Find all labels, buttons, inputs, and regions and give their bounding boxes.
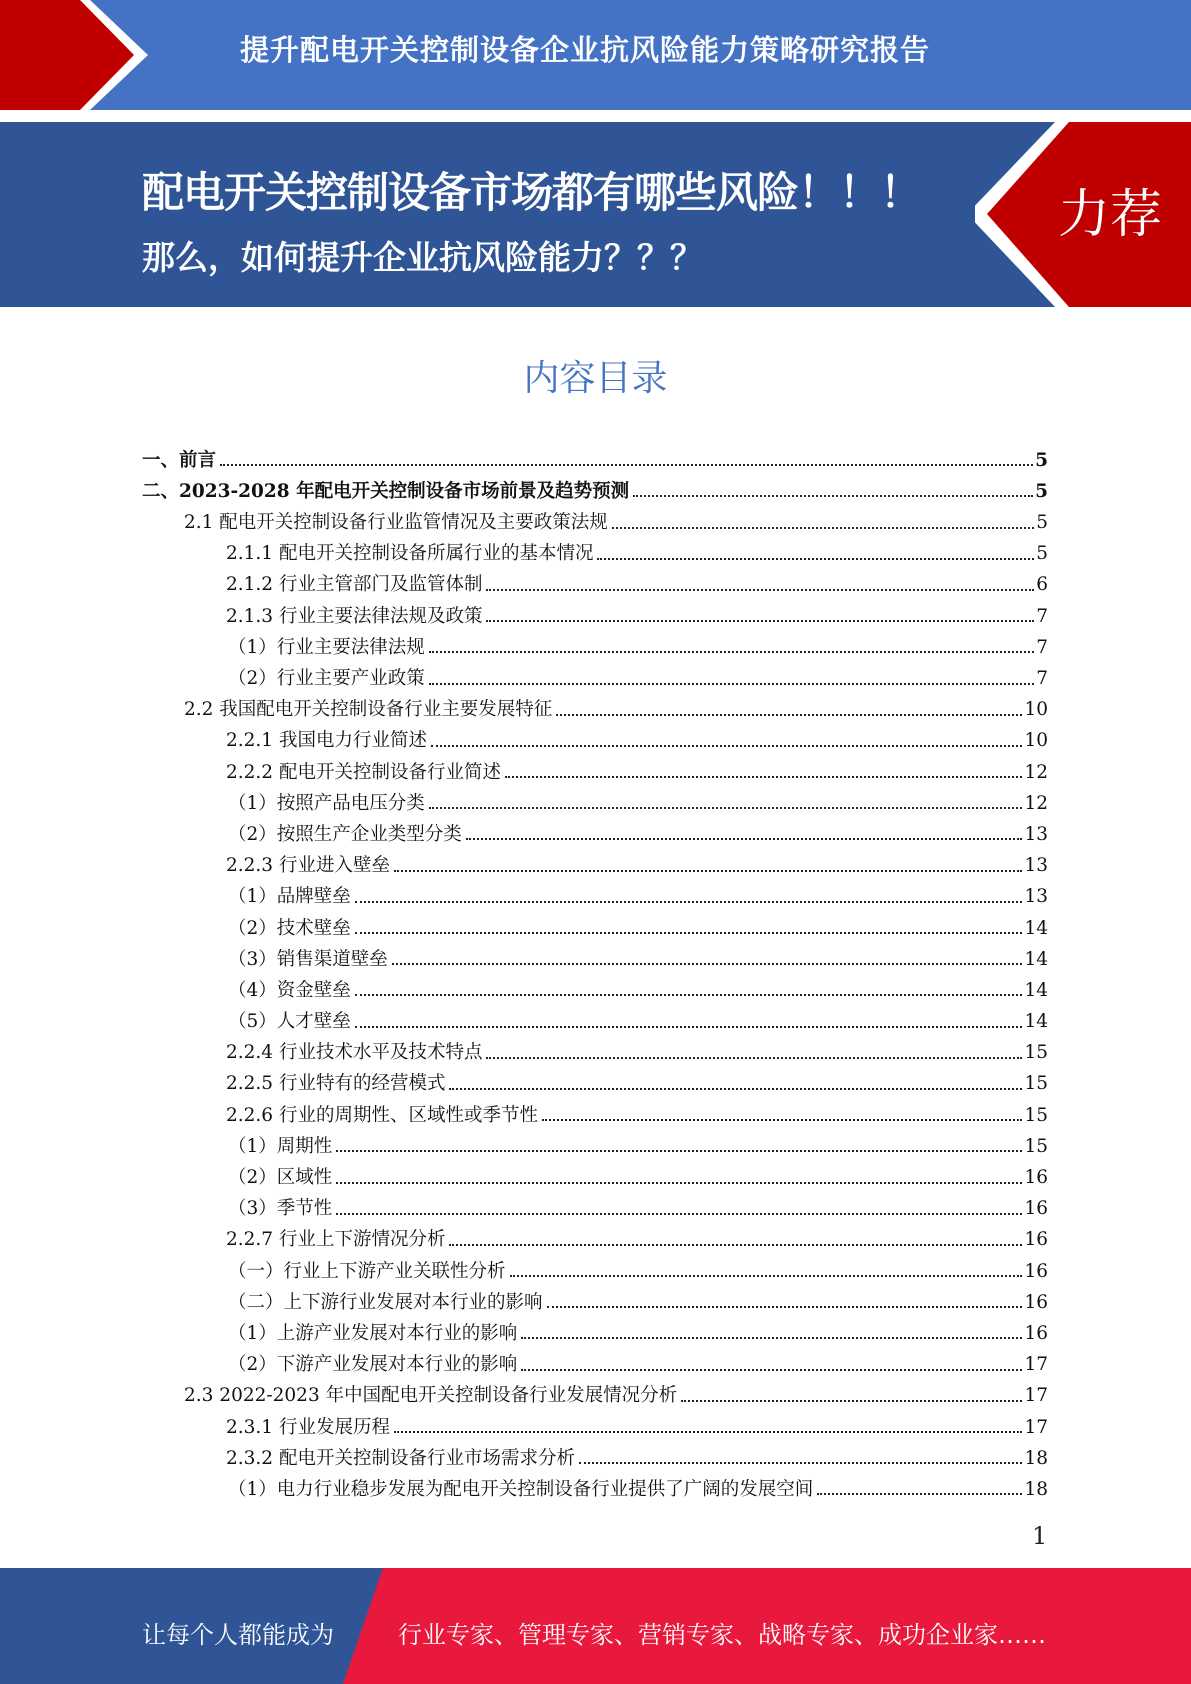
toc-entry-page: 14 xyxy=(1024,1011,1048,1033)
toc-entry-page: 12 xyxy=(1024,792,1048,814)
toc-entry-page: 12 xyxy=(1024,761,1048,783)
toc-entry[interactable] xyxy=(142,1437,1048,1468)
toc-entry-page: 5 xyxy=(1036,512,1048,534)
hero-banner xyxy=(0,122,1191,307)
toc-leader xyxy=(336,1182,1022,1184)
toc-entry-page: 15 xyxy=(1024,1073,1048,1095)
toc-leader xyxy=(542,1119,1022,1121)
toc-entry-page: 14 xyxy=(1024,917,1048,939)
toc-entry-title: （4）资金壁垒 xyxy=(228,979,351,1001)
hero-subheadline: 那么，如何提升企业抗风险能力？？？ xyxy=(142,238,703,277)
toc-entry-title: 2.2.7 行业上下游情况分析 xyxy=(226,1229,446,1251)
toc-entry-title: （2）下游产业发展对本行业的影响 xyxy=(228,1354,518,1376)
toc-leader xyxy=(429,683,1034,685)
page-number: 1 xyxy=(1032,1522,1048,1550)
toc-leader xyxy=(486,589,1034,591)
toc-entry-title: 2.2.1 我国电力行业简述 xyxy=(226,730,427,752)
toc-leader xyxy=(505,776,1022,778)
toc-leader xyxy=(486,620,1034,622)
toc-entry[interactable] xyxy=(142,1063,1048,1094)
toc-entry-page: 15 xyxy=(1024,1135,1048,1157)
toc-entry-title: （1）电力行业稳步发展为配电开关控制设备行业提供了广阔的发展空间 xyxy=(228,1478,814,1500)
toc-entry-page: 13 xyxy=(1024,855,1048,877)
toc-leader xyxy=(449,1244,1022,1246)
toc-leader xyxy=(336,1213,1022,1215)
toc-heading: 内容目录 xyxy=(523,358,668,399)
toc-entry[interactable] xyxy=(142,907,1048,938)
toc-entry-page: 5 xyxy=(1035,480,1048,502)
toc-entry-title: 2.3 2022-2023 年中国配电开关控制设备行业发展情况分析 xyxy=(184,1385,678,1407)
toc-entry-title: （5）人才壁垒 xyxy=(228,1011,351,1033)
toc-leader xyxy=(547,1306,1023,1308)
toc-entry-page: 13 xyxy=(1024,823,1048,845)
toc-entry-page: 17 xyxy=(1024,1354,1048,1376)
toc-entry-page: 5 xyxy=(1035,449,1048,471)
toc-entry-page: 17 xyxy=(1024,1416,1048,1438)
toc-entry[interactable] xyxy=(142,1094,1048,1125)
toc-entry-title: （1）上游产业发展对本行业的影响 xyxy=(228,1322,518,1344)
toc-leader xyxy=(449,1088,1022,1090)
toc-entry-title: 2.1.1 配电开关控制设备所属行业的基本情况 xyxy=(226,543,594,565)
toc-list xyxy=(142,439,1048,1499)
toc-entry-page: 18 xyxy=(1024,1447,1048,1469)
toc-entry-title: （2）区域性 xyxy=(228,1167,333,1188)
toc-entry[interactable] xyxy=(142,470,1048,501)
toc-entry[interactable] xyxy=(142,501,1048,532)
toc-entry[interactable] xyxy=(142,657,1048,688)
toc-leader xyxy=(392,963,1023,965)
toc-entry[interactable] xyxy=(142,938,1048,969)
toc-entry[interactable] xyxy=(142,782,1048,813)
toc-entry-title: （一）行业上下游产业关联性分析 xyxy=(228,1260,506,1282)
toc-leader xyxy=(521,1369,1022,1371)
toc-leader xyxy=(355,901,1023,903)
toc-leader xyxy=(336,1150,1022,1152)
toc-entry-title: （1）品牌壁垒 xyxy=(228,886,351,908)
toc-entry[interactable] xyxy=(142,439,1048,470)
toc-entry-title: （2）行业主要产业政策 xyxy=(228,668,425,689)
toc-entry[interactable] xyxy=(142,813,1048,844)
toc-leader xyxy=(394,1431,1022,1433)
footer-slogan-roles: 行业专家、管理专家、营销专家、战略专家、成功企业家…… xyxy=(398,1621,1046,1649)
toc-leader xyxy=(510,1275,1023,1277)
toc-entry[interactable] xyxy=(142,1000,1048,1031)
toc-entry[interactable] xyxy=(142,533,1048,564)
hero-headline: 配电开关控制设备市场都有哪些风险！！！ xyxy=(142,168,922,217)
toc-leader xyxy=(556,714,1022,716)
toc-entry[interactable] xyxy=(142,1406,1048,1437)
recommend-badge: 力荐 xyxy=(1058,185,1163,245)
toc-entry-title: （2）技术壁垒 xyxy=(228,917,351,939)
toc-entry-title: 2.2.2 配电开关控制设备行业简述 xyxy=(226,761,501,783)
toc-leader xyxy=(429,807,1023,809)
toc-entry-title: （1）周期性 xyxy=(228,1135,333,1157)
toc-entry[interactable] xyxy=(142,595,1048,626)
toc-entry[interactable] xyxy=(142,1468,1048,1499)
toc-entry-page: 16 xyxy=(1024,1198,1048,1220)
toc-entry-title: 一、前言 xyxy=(142,449,217,471)
toc-entry-page: 14 xyxy=(1024,979,1048,1001)
toc-entry-title: （3）销售渠道壁垒 xyxy=(228,948,388,970)
toc-entry-title: （1）按照产品电压分类 xyxy=(228,792,425,814)
toc-entry-title: 2.1 配电开关控制设备行业监管情况及主要政策法规 xyxy=(184,512,608,534)
toc-entry[interactable] xyxy=(142,1250,1048,1281)
toc-entry-page: 15 xyxy=(1024,1042,1048,1064)
toc-entry[interactable] xyxy=(142,626,1048,657)
toc-entry[interactable] xyxy=(142,751,1048,782)
toc-entry-title: 2.1.2 行业主管部门及监管体制 xyxy=(226,574,483,596)
toc-leader xyxy=(220,464,1033,466)
toc-entry[interactable] xyxy=(142,1125,1048,1156)
toc-entry[interactable] xyxy=(142,564,1048,595)
toc-entry-page: 16 xyxy=(1024,1167,1048,1188)
toc-entry-page: 6 xyxy=(1036,574,1048,596)
toc-entry-title: 2.3.1 行业发展历程 xyxy=(226,1416,390,1438)
toc-leader xyxy=(355,1026,1023,1028)
toc-leader xyxy=(597,558,1034,560)
toc-entry-title: 2.3.2 配电开关控制设备行业市场需求分析 xyxy=(226,1447,575,1469)
toc-entry[interactable] xyxy=(142,1312,1048,1343)
toc-entry[interactable] xyxy=(142,969,1048,1000)
toc-leader xyxy=(466,838,1023,840)
toc-entry-title: 二、2023-2028 年配电开关控制设备市场前景及趋势预测 xyxy=(142,480,630,502)
toc-entry-page: 16 xyxy=(1024,1260,1048,1282)
toc-leader xyxy=(633,495,1033,497)
toc-entry-page: 10 xyxy=(1024,730,1048,752)
toc-leader xyxy=(394,870,1022,872)
toc-entry-page: 10 xyxy=(1024,699,1048,721)
toc-entry[interactable] xyxy=(142,876,1048,907)
toc-leader xyxy=(355,994,1023,996)
toc-leader xyxy=(486,1057,1022,1059)
toc-entry-page: 15 xyxy=(1024,1104,1048,1126)
toc-entry-title: 2.1.3 行业主要法律法规及政策 xyxy=(226,605,483,627)
toc-entry-page: 5 xyxy=(1036,543,1048,565)
toc-entry-page: 17 xyxy=(1024,1385,1048,1407)
toc-entry-page: 7 xyxy=(1036,668,1048,689)
toc-entry-title: 2.2.4 行业技术水平及技术特点 xyxy=(226,1042,483,1064)
toc-entry[interactable] xyxy=(142,844,1048,875)
toc-entry-page: 18 xyxy=(1024,1478,1048,1500)
toc-entry-title: 2.2 我国配电开关控制设备行业主要发展特征 xyxy=(184,699,553,721)
toc-leader xyxy=(681,1400,1022,1402)
toc-entry[interactable] xyxy=(142,1219,1048,1250)
toc-leader xyxy=(521,1337,1022,1339)
report-title: 提升配电开关控制设备企业抗风险能力策略研究报告 xyxy=(240,33,931,67)
toc-entry[interactable] xyxy=(142,1032,1048,1063)
toc-leader xyxy=(817,1493,1022,1495)
toc-entry-title: 2.2.6 行业的周期性、区域性或季节性 xyxy=(226,1104,538,1126)
toc-entry-page: 7 xyxy=(1036,605,1048,627)
toc-entry[interactable] xyxy=(142,1188,1048,1219)
toc-entry-title: （1）行业主要法律法规 xyxy=(228,636,425,658)
toc-leader xyxy=(429,651,1034,653)
toc-entry-title: 2.2.3 行业进入壁垒 xyxy=(226,855,390,877)
toc-entry[interactable] xyxy=(142,1375,1048,1406)
toc-entry[interactable] xyxy=(142,1343,1048,1374)
toc-entry-page: 16 xyxy=(1024,1229,1048,1251)
toc-leader xyxy=(355,932,1023,934)
toc-entry[interactable] xyxy=(142,1281,1048,1312)
toc-entry[interactable] xyxy=(142,1156,1048,1187)
toc-entry-page: 7 xyxy=(1036,636,1048,658)
footer-banner xyxy=(0,1568,1191,1684)
toc-entry-page: 16 xyxy=(1024,1291,1048,1313)
toc-entry-title: （2）按照生产企业类型分类 xyxy=(228,823,462,845)
red-arrow-icon xyxy=(0,0,160,110)
toc-leader xyxy=(431,745,1022,747)
toc-entry[interactable] xyxy=(142,689,1048,720)
toc-entry-page: 14 xyxy=(1024,948,1048,970)
top-banner xyxy=(0,0,1191,110)
toc-entry-page: 13 xyxy=(1024,886,1048,908)
toc-leader xyxy=(579,1462,1022,1464)
toc-entry-title: 2.2.5 行业特有的经营模式 xyxy=(226,1073,446,1095)
toc-entry-title: （3）季节性 xyxy=(228,1198,333,1220)
footer-slogan-lead: 让每个人都能成为 xyxy=(142,1621,334,1649)
toc-leader xyxy=(612,527,1034,529)
toc-entry[interactable] xyxy=(142,720,1048,751)
toc-entry-title: （二）上下游行业发展对本行业的影响 xyxy=(228,1291,543,1313)
toc-entry-page: 16 xyxy=(1024,1322,1048,1344)
